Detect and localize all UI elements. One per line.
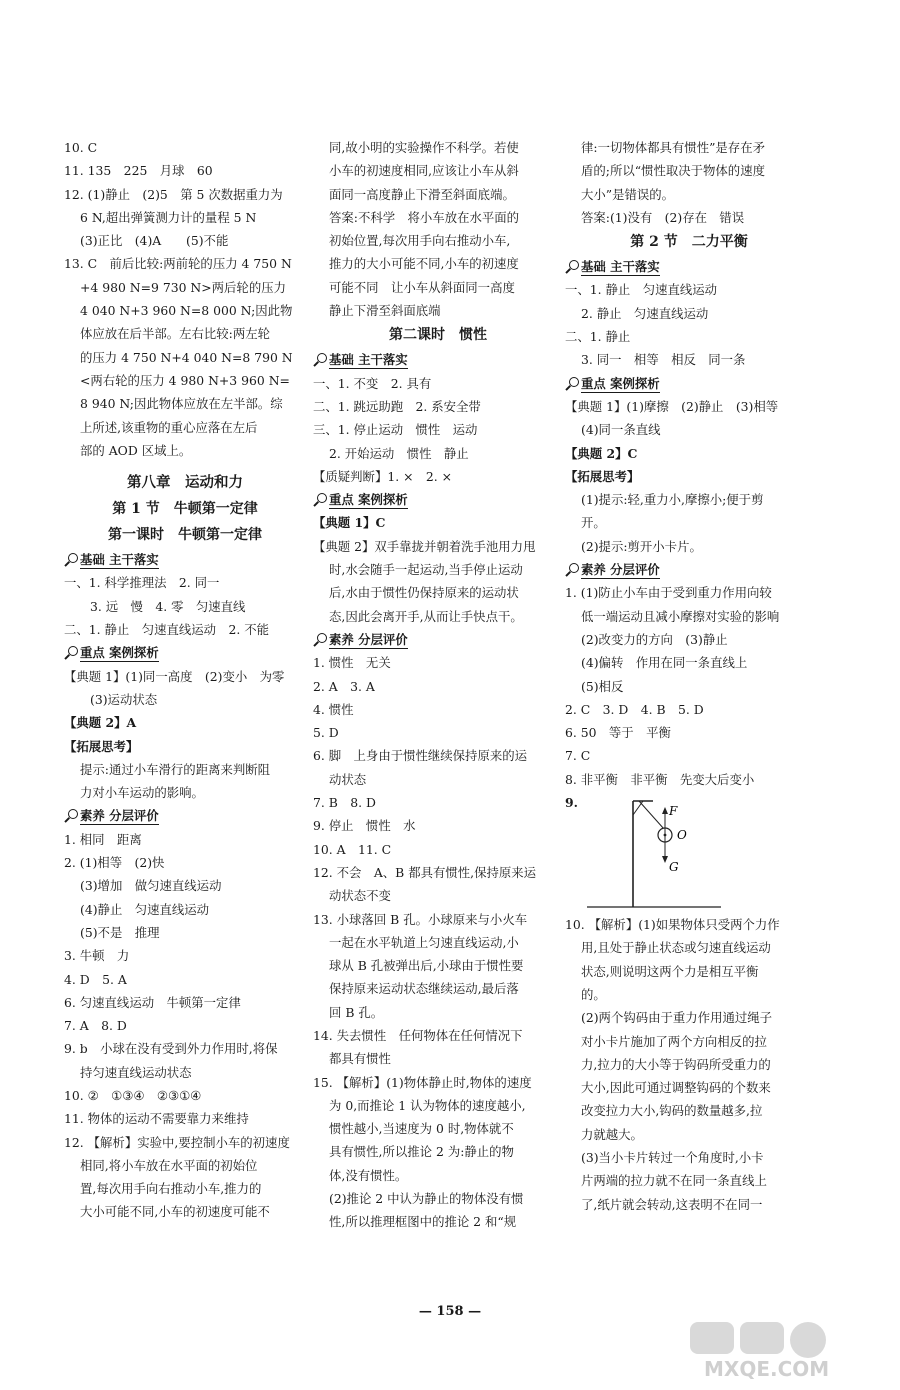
answer-line: 11. 135 225 月球 60	[64, 163, 213, 179]
answer-line: 4. 惯性	[313, 701, 354, 717]
answer-line: 3. 远 慢 4. 零 匀速直线	[90, 598, 246, 614]
answer-line: 10. 【解析】(1)如果物体只受两个力作	[565, 917, 780, 933]
answer-line: 二、1. 静止 匀速直线运动 2. 不能	[64, 622, 269, 638]
answer-line: 了,纸片就会转动,这表明不在同一	[581, 1196, 763, 1212]
answer-line: 推力的大小可能不同,小车的初速度	[329, 256, 519, 272]
answer-column-left	[64, 136, 306, 1224]
answer-line: 6 N,超出弹簧测力计的量程 5 N	[80, 209, 257, 225]
answer-line: 1. 相同 距离	[64, 831, 142, 847]
answer-line: +4 980 N=9 730 N>两后轮的压力	[80, 279, 286, 295]
answer-line: 【典题 2】A	[64, 715, 137, 731]
answer-line: 14. 失去惯性 任何物体在任何情况下	[313, 1027, 523, 1043]
answer-line: (2)推论 2 中认为静止的物体没有惯	[329, 1191, 524, 1207]
page-number: — 158 —	[418, 1304, 482, 1319]
answer-line: 三、1. 停止运动 惯性 运动	[313, 422, 478, 438]
answer-line: 的。	[581, 986, 606, 1002]
answer-line: 【典题 1】C	[313, 515, 386, 531]
answer-line: 2. 静止 匀速直线运动	[581, 305, 709, 321]
answer-line: 【质疑判断】1. × 2. ×	[313, 468, 453, 484]
subsection-heading	[313, 488, 563, 511]
answer-line: 10. C	[64, 140, 98, 155]
subsection-heading	[565, 558, 813, 581]
force-g-arrowhead	[662, 856, 668, 863]
answer-line: 2. (1)相等 (2)快	[64, 855, 165, 871]
answer-line: 相同,将小车放在水平面的初始位	[80, 1157, 258, 1173]
answer-line: 9. b 小球在没有受到外力作用时,将保	[64, 1041, 278, 1057]
subsection-heading	[565, 255, 813, 278]
answer-line: 15. 【解析】(1)物体静止时,物体的速度	[313, 1074, 532, 1090]
section-title: 第 1 节 牛顿第一定律	[112, 501, 258, 518]
answer-line: 3. 同一 相等 相反 同一条	[581, 352, 746, 368]
answer-line: 8 940 N;因此物体应放在左半部。综	[80, 396, 283, 412]
label-o: O	[677, 828, 687, 843]
answer-line: 动状态	[329, 771, 367, 787]
subsection-heading-label: 重点 案例探析	[581, 375, 660, 391]
answer-line: 动状态不变	[329, 888, 391, 904]
answer-line: 7. C	[565, 748, 591, 764]
subsection-heading	[313, 348, 563, 371]
answer-line: 一、1. 科学推理法 2. 同一	[64, 575, 220, 591]
label-g: G	[669, 860, 679, 875]
answer-line: 12. 不会 A、B 都具有惯性,保持原来运	[313, 864, 537, 880]
answer-line: 小车的初速度相同,应该让小车从斜	[329, 163, 519, 179]
answer-line: 片两端的拉力就不在同一条直线上	[581, 1173, 767, 1189]
magnifier-icon	[64, 646, 78, 658]
subsection-heading-label: 素养 分层评价	[80, 808, 159, 824]
answer-line: 持匀速直线运动状态	[80, 1064, 192, 1080]
answer-line: 【典题 1】(1)同一高度 (2)变小 为零	[64, 668, 285, 684]
answer-line: 回 B 孔。	[329, 1004, 384, 1020]
subsection-heading	[313, 628, 563, 651]
answer-line: 的压力 4 750 N+4 040 N=8 790 N	[80, 349, 293, 365]
subsection-heading-label: 基础 主干落实	[581, 259, 660, 275]
answer-line: 1. 惯性 无关	[313, 655, 391, 671]
answer-line: (2)改变力的方向 (3)静止	[581, 631, 728, 647]
answer-line: 【典题 2】双手靠拢并朝着洗手池用力甩	[313, 538, 536, 554]
answer-line: 面同一高度静止下滑至斜面底端。	[329, 186, 515, 202]
answer-line: 7. A 8. D	[64, 1018, 127, 1034]
string	[639, 801, 664, 829]
answer-line: 一、1. 静止 匀速直线运动	[565, 282, 718, 298]
answer-line: 11. 物体的运动不需要靠力来维持	[64, 1111, 249, 1127]
answer-line: (3)运动状态	[90, 691, 158, 707]
answer-line: 对小卡片施加了两个方向相反的拉	[581, 1033, 767, 1049]
answer-line: 改变拉力大小,钩码的数量越多,拉	[581, 1103, 763, 1119]
magnifier-icon	[565, 260, 579, 272]
answer-line: 3. 牛顿 力	[64, 948, 130, 964]
answer-line: 力就越大。	[581, 1126, 643, 1142]
answer-line: 都具有惯性	[329, 1051, 391, 1067]
answer-line: 律:一切物体都具有惯性”是存在矛	[581, 140, 765, 155]
answer-line: 6. 匀速直线运动 牛顿第一定律	[64, 994, 241, 1010]
answer-line: 置,每次用手向右推动小车,推力的	[80, 1181, 262, 1197]
subsection-heading-label: 素养 分层评价	[329, 631, 408, 647]
answer-line: 2. C 3. D 4. B 5. D	[565, 701, 704, 717]
answer-line: 【典题 2】C	[565, 445, 638, 461]
watermark-logo	[684, 1318, 884, 1384]
subsection-heading-label: 重点 案例探析	[80, 645, 159, 661]
answer-line: 体,没有惯性。	[329, 1167, 408, 1183]
answer-line: 后,水由于惯性仍保持原来的运动状	[329, 585, 519, 601]
watermark-text: MXQE.COM	[704, 1357, 830, 1381]
answer-line: 8. 非平衡 非平衡 先变大后变小	[565, 771, 755, 787]
answer-line: 10. A 11. C	[313, 841, 392, 857]
answer-line: 大小可能不同,小车的初速度可能不	[80, 1204, 270, 1220]
answer-line: 答案:不科学 将小车放在水平面的	[329, 209, 520, 225]
answer-line: (3)正比 (4)A (5)不能	[80, 233, 229, 249]
answer-line: 惯性越小,当速度为 0 时,物体就不	[329, 1121, 514, 1137]
answer-line: 答案:(1)没有 (2)存在 错误	[581, 209, 745, 225]
answer-line: (3)当小卡片转过一个角度时,小卡	[581, 1149, 764, 1165]
section-title: 第一课时 牛顿第一定律	[108, 527, 262, 544]
magnifier-icon	[64, 553, 78, 565]
answer-line: 提示:通过小车滑行的距离来判断阻	[80, 761, 271, 777]
section-title: 第 2 节 二力平衡	[630, 234, 748, 251]
answer-column-right	[565, 136, 813, 1216]
answer-line: 【典题 1】(1)摩擦 (2)静止 (3)相等	[565, 398, 779, 414]
answer-line: (1)提示:轻,重力小,摩擦小;便于剪	[581, 492, 764, 508]
answer-line: 6. 50 等于 平衡	[565, 725, 671, 741]
magnifier-icon	[313, 493, 327, 505]
answer-line: 二、1. 静止	[565, 329, 631, 345]
answer-line: 12. 【解析】实验中,要控制小车的初速度	[64, 1134, 290, 1150]
answer-line: 力,拉力的大小等于钩码所受重力的	[581, 1056, 771, 1072]
answer-line: 静止下滑至斜面底端	[329, 303, 441, 319]
answer-line: (5)不是 推理	[80, 924, 160, 940]
answer-line: 部的 AOD 区域上。	[80, 442, 192, 458]
answer-line: 球从 B 孔被弹出后,小球由于惯性要	[329, 958, 524, 974]
force-f-arrowhead	[662, 807, 668, 814]
subsection-heading	[64, 641, 306, 664]
magnifier-icon	[313, 633, 327, 645]
answer-line: 2. A 3. A	[313, 678, 375, 694]
answer-line: 2. 开始运动 惯性 静止	[329, 445, 469, 461]
section-title: 第二课时 惯性	[389, 327, 487, 344]
force-diagram-svg	[581, 791, 781, 913]
answer-line: 大小”是错误的。	[581, 186, 675, 202]
magnifier-icon	[565, 563, 579, 575]
answer-line: 性,所以推理框图中的推论 2 和“规	[329, 1214, 517, 1230]
answer-line: 【拓展思考】	[565, 468, 640, 484]
answer-line: 12. (1)静止 (2)5 第 5 次数据重力为	[64, 186, 283, 202]
answer-line: 保持原来运动状态继续运动,最后落	[329, 981, 519, 997]
answer-line: 大小,因此可通过调整钩码的个数来	[581, 1080, 771, 1096]
answer-line: 体应放在后半部。左右比较:两左轮	[80, 326, 271, 342]
answer-line: 上所述,该重物的重心应落在左后	[80, 419, 258, 435]
answer-line: 13. 小球落回 B 孔。小球原来与小火车	[313, 911, 528, 927]
subsection-heading-label: 重点 案例探析	[329, 492, 408, 508]
answer-line: 用,且处于静止状态或匀速直线运动	[581, 940, 771, 956]
answer-line: 6. 脚 上身由于惯性继续保持原来的运	[313, 748, 528, 764]
subsection-heading-label: 素养 分层评价	[581, 562, 660, 578]
answer-line: 1. (1)防止小车由于受到重力作用向较	[565, 585, 772, 601]
label-f: F	[669, 804, 678, 819]
subsection-heading-label: 基础 主干落实	[329, 352, 408, 368]
answer-line: 具有惯性,所以推论 2 为:静止的物	[329, 1144, 514, 1160]
answer-line: 5. D	[313, 725, 339, 741]
answer-line: 9. 停止 惯性 水	[313, 818, 416, 834]
force-diagram-q9	[565, 791, 813, 913]
answer-line: (4)偏转 作用在同一条直线上	[581, 655, 748, 671]
answer-line: 低一端运动且减小摩擦对实验的影响	[581, 608, 780, 624]
answer-line: 【拓展思考】	[64, 738, 139, 754]
answer-line: 为 0,而推论 1 认为物体的速度越小,	[329, 1097, 526, 1113]
question-number: 9.	[565, 795, 578, 811]
answer-line: 7. B 8. D	[313, 795, 376, 811]
answer-line: 一起在水平轨道上匀速直线运动,小	[329, 934, 519, 950]
answer-line: 时,水会随手一起运动,当手停止运动	[329, 562, 523, 578]
answer-line: 开。	[581, 515, 606, 531]
answer-line: 二、1. 跳远助跑 2. 系安全带	[313, 398, 481, 414]
chapter-title: 第八章 运动和力	[127, 474, 243, 492]
answer-line: <两右轮的压力 4 980 N+3 960 N=	[80, 372, 290, 388]
answer-line: 可能不同 让小车从斜面同一高度	[329, 279, 515, 295]
answer-line: 4 040 N+3 960 N=8 000 N;因此物	[80, 303, 293, 319]
answer-line: 盾的;所以“惯性取决于物体的速度	[581, 163, 765, 179]
subsection-heading-label: 基础 主干落实	[80, 552, 159, 568]
magnifier-icon	[64, 809, 78, 821]
answer-line: 一、1. 不变 2. 具有	[313, 375, 432, 391]
answer-line: 力对小车运动的影响。	[80, 785, 204, 801]
magnifier-icon	[313, 353, 327, 365]
answer-line: 状态,则说明这两个力是相互平衡	[581, 963, 759, 979]
answer-line: 同,故小明的实验操作不科学。若使	[329, 140, 519, 155]
answer-line: 10. ② ①③④ ②③①④	[64, 1087, 202, 1103]
answer-line: (5)相反	[581, 678, 624, 694]
answer-line: (4)同一条直线	[581, 422, 661, 438]
answer-column-middle	[313, 136, 563, 1234]
answer-line: 4. D 5. A	[64, 971, 127, 987]
answer-line: 13. C 前后比较:两前轮的压力 4 750 N	[64, 256, 292, 272]
answer-line: (4)静止 匀速直线运动	[80, 901, 210, 917]
answer-line: (2)提示:剪开小卡片。	[581, 538, 702, 554]
magnifier-icon	[565, 377, 579, 389]
answer-line: (2)两个钩码由于重力作用通过绳子	[581, 1010, 773, 1026]
answer-line: 初始位置,每次用手向右推动小车,	[329, 233, 511, 249]
subsection-heading	[565, 372, 813, 395]
answer-line: (3)增加 做匀速直线运动	[80, 878, 222, 894]
subsection-heading	[64, 548, 306, 571]
subsection-heading	[64, 804, 306, 827]
answer-line: 态,因此会离开手,从而让手快点干。	[329, 608, 523, 624]
